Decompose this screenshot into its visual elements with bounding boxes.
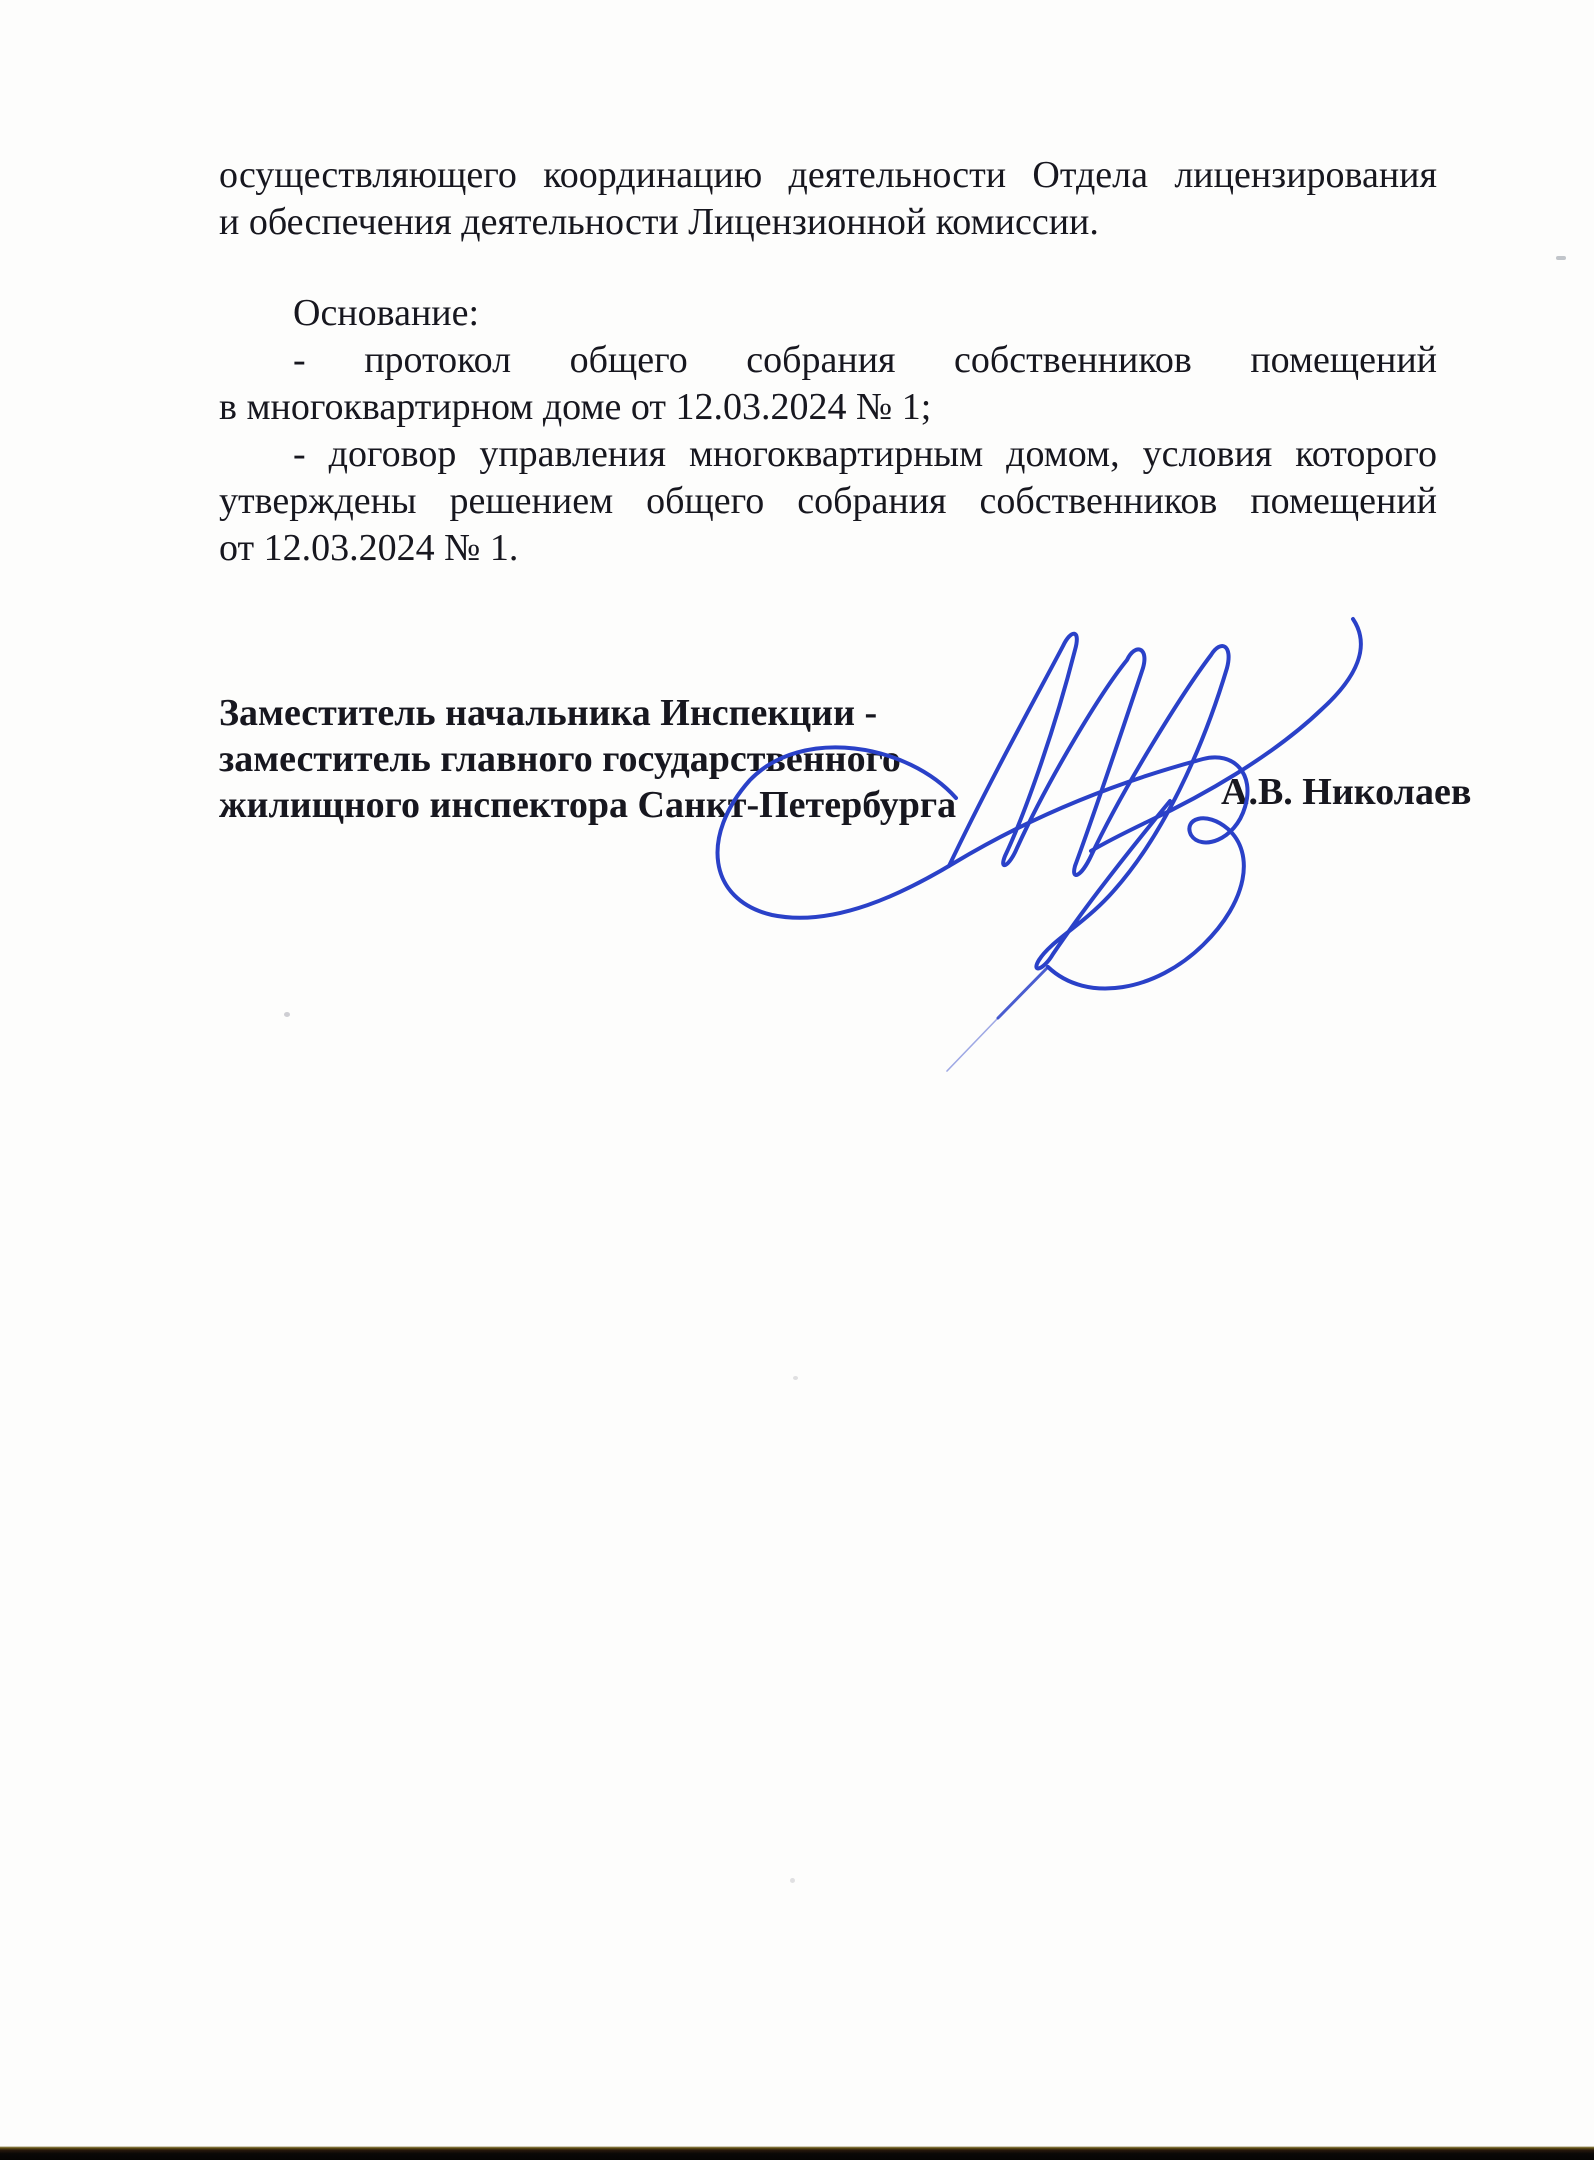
signatory-title-line1: Заместитель начальника Инспекции - — [219, 692, 878, 734]
body-text — [219, 152, 1437, 572]
scan-speck — [790, 1878, 795, 1883]
scanner-edge-artifact — [0, 2146, 1594, 2160]
blank-line — [219, 246, 1437, 290]
scan-speck — [1556, 256, 1566, 260]
signatory-title-line2: заместитель главного государственного — [219, 738, 901, 780]
signatory-name: А.В. Николаев — [1221, 771, 1472, 813]
basis-heading: Основание: — [293, 292, 480, 334]
paragraph1-line2: и обеспечения деятельности Лицензионной комиссии. — [219, 201, 1099, 243]
scan-speck — [284, 1012, 290, 1017]
paragraph1-line1: осуществляющего координацию деятельности Отдела лицензирования — [219, 154, 1437, 196]
signatory-title — [219, 690, 1039, 828]
basis-item1-line1: - протокол общего собрания собственников помещений — [293, 339, 1437, 381]
scan-speck — [793, 1376, 798, 1380]
basis-item1-line2: в многоквартирном доме от 12.03.2024 № 1; — [219, 386, 932, 428]
basis-item2-line2: утверждены решением общего собрания собственников помещений — [219, 480, 1437, 522]
basis-item2-line1: - договор управления многоквартирным домом, условия которого — [293, 433, 1437, 475]
signatory-title-line3: жилищного инспектора Санкт-Петербурга — [219, 784, 957, 826]
basis-item2-line3: от 12.03.2024 № 1. — [219, 527, 519, 569]
